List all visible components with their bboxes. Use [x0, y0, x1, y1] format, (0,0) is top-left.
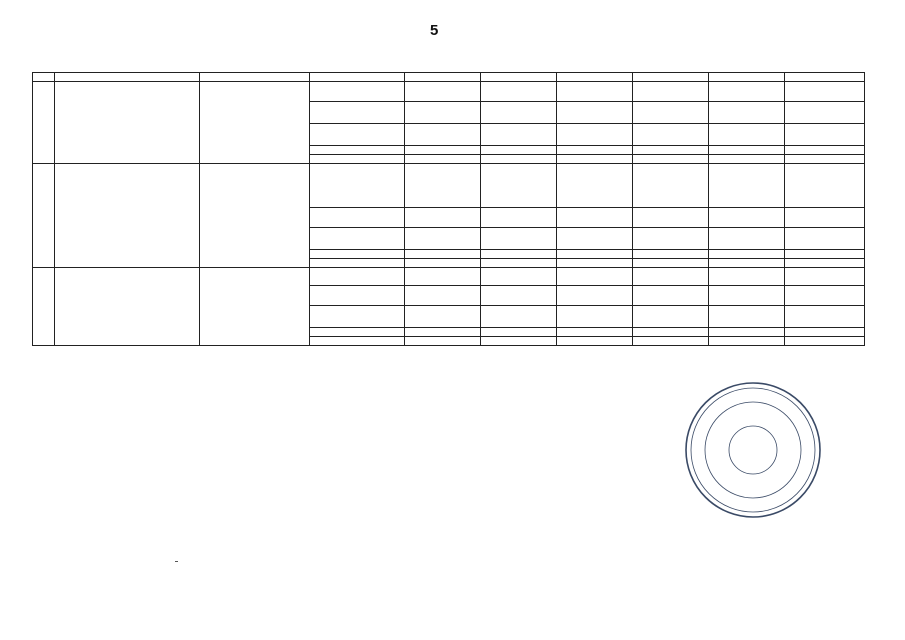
amount-cell — [405, 328, 481, 337]
amount-cell — [785, 250, 865, 259]
amount-cell — [709, 124, 785, 146]
amount-cell — [481, 208, 557, 228]
amount-cell — [405, 286, 481, 306]
amount-cell — [785, 164, 865, 208]
amount-cell — [709, 250, 785, 259]
amount-cell — [633, 155, 709, 164]
amount-cell — [557, 102, 633, 124]
amount-cell — [709, 228, 785, 250]
amount-cell — [633, 208, 709, 228]
amount-cell — [481, 328, 557, 337]
amount-cell — [405, 228, 481, 250]
amount-cell — [709, 82, 785, 102]
amount-cell — [633, 82, 709, 102]
amount-cell — [785, 306, 865, 328]
amount-cell — [481, 155, 557, 164]
amount-cell — [633, 124, 709, 146]
amount-cell — [709, 155, 785, 164]
amount-cell — [785, 228, 865, 250]
amount-cell — [557, 82, 633, 102]
amount-cell — [481, 73, 557, 82]
amount-cell — [405, 250, 481, 259]
amount-cell — [633, 328, 709, 337]
amount-cell — [405, 208, 481, 228]
amount-cell — [405, 155, 481, 164]
funding-source-cell — [310, 328, 405, 337]
amount-cell — [709, 146, 785, 155]
amount-cell — [633, 286, 709, 306]
funding-source-cell — [310, 146, 405, 155]
amount-cell — [709, 164, 785, 208]
funding-source-cell — [310, 124, 405, 146]
scan-mark — [175, 561, 178, 562]
amount-cell — [785, 155, 865, 164]
amount-cell — [481, 102, 557, 124]
stamp-outer-ring — [686, 383, 820, 517]
amount-cell — [557, 286, 633, 306]
amount-cell — [557, 259, 633, 268]
amount-cell — [785, 73, 865, 82]
amount-cell — [633, 228, 709, 250]
amount-cell — [405, 146, 481, 155]
amount-cell — [785, 146, 865, 155]
amount-cell — [557, 124, 633, 146]
amount-cell — [785, 286, 865, 306]
number-cell — [33, 73, 55, 82]
executor-cell — [200, 268, 310, 346]
amount-cell — [557, 328, 633, 337]
event-cell — [55, 268, 200, 346]
amount-cell — [785, 259, 865, 268]
amount-cell — [481, 337, 557, 346]
amount-cell — [709, 268, 785, 286]
funding-source-cell — [310, 286, 405, 306]
amount-cell — [481, 306, 557, 328]
amount-cell — [405, 82, 481, 102]
amount-cell — [709, 337, 785, 346]
amount-cell — [709, 328, 785, 337]
amount-cell — [633, 337, 709, 346]
funding-source-cell — [310, 164, 405, 208]
table-row — [33, 164, 865, 208]
amount-cell — [481, 82, 557, 102]
amount-cell — [709, 208, 785, 228]
funding-source-cell — [310, 73, 405, 82]
executor-cell — [200, 82, 310, 164]
amount-cell — [557, 228, 633, 250]
amount-cell — [709, 73, 785, 82]
stamp-center-ring — [729, 426, 777, 474]
amount-cell — [557, 73, 633, 82]
amount-cell — [785, 208, 865, 228]
amount-cell — [709, 102, 785, 124]
funding-source-cell — [310, 306, 405, 328]
amount-cell — [557, 208, 633, 228]
amount-cell — [481, 164, 557, 208]
budget-table — [32, 72, 865, 346]
funding-source-cell — [310, 102, 405, 124]
amount-cell — [785, 268, 865, 286]
funding-source-cell — [310, 337, 405, 346]
event-cell — [55, 164, 200, 268]
office-stamp — [683, 380, 823, 520]
event-cell — [55, 73, 200, 82]
number-cell — [33, 164, 55, 268]
funding-source-cell — [310, 228, 405, 250]
amount-cell — [481, 259, 557, 268]
amount-cell — [709, 259, 785, 268]
funding-source-cell — [310, 268, 405, 286]
event-cell — [55, 82, 200, 164]
amount-cell — [709, 306, 785, 328]
amount-cell — [633, 268, 709, 286]
executor-cell — [200, 73, 310, 82]
amount-cell — [405, 306, 481, 328]
stamp-ring — [691, 388, 815, 512]
amount-cell — [557, 337, 633, 346]
amount-cell — [785, 328, 865, 337]
amount-cell — [405, 268, 481, 286]
amount-cell — [481, 250, 557, 259]
funding-source-cell — [310, 259, 405, 268]
amount-cell — [785, 124, 865, 146]
stamp-inner-ring — [705, 402, 801, 498]
amount-cell — [405, 259, 481, 268]
amount-cell — [633, 73, 709, 82]
number-cell — [33, 82, 55, 164]
amount-cell — [481, 228, 557, 250]
amount-cell — [557, 155, 633, 164]
page-number: 5 — [430, 22, 439, 39]
amount-cell — [481, 146, 557, 155]
number-cell — [33, 268, 55, 346]
amount-cell — [405, 164, 481, 208]
amount-cell — [481, 124, 557, 146]
funding-source-cell — [310, 250, 405, 259]
amount-cell — [557, 164, 633, 208]
amount-cell — [481, 268, 557, 286]
amount-cell — [405, 124, 481, 146]
amount-cell — [785, 337, 865, 346]
amount-cell — [557, 250, 633, 259]
funding-source-cell — [310, 82, 405, 102]
funding-source-cell — [310, 208, 405, 228]
amount-cell — [481, 286, 557, 306]
amount-cell — [405, 102, 481, 124]
amount-cell — [557, 146, 633, 155]
executor-cell — [200, 164, 310, 268]
amount-cell — [633, 164, 709, 208]
table-row — [33, 82, 865, 102]
amount-cell — [405, 73, 481, 82]
amount-cell — [785, 102, 865, 124]
amount-cell — [633, 306, 709, 328]
amount-cell — [405, 337, 481, 346]
amount-cell — [557, 268, 633, 286]
amount-cell — [633, 146, 709, 155]
amount-cell — [557, 306, 633, 328]
funding-source-cell — [310, 155, 405, 164]
amount-cell — [633, 259, 709, 268]
amount-cell — [633, 250, 709, 259]
table-row — [33, 268, 865, 286]
amount-cell — [633, 102, 709, 124]
table-row — [33, 73, 865, 82]
amount-cell — [785, 82, 865, 102]
amount-cell — [709, 286, 785, 306]
